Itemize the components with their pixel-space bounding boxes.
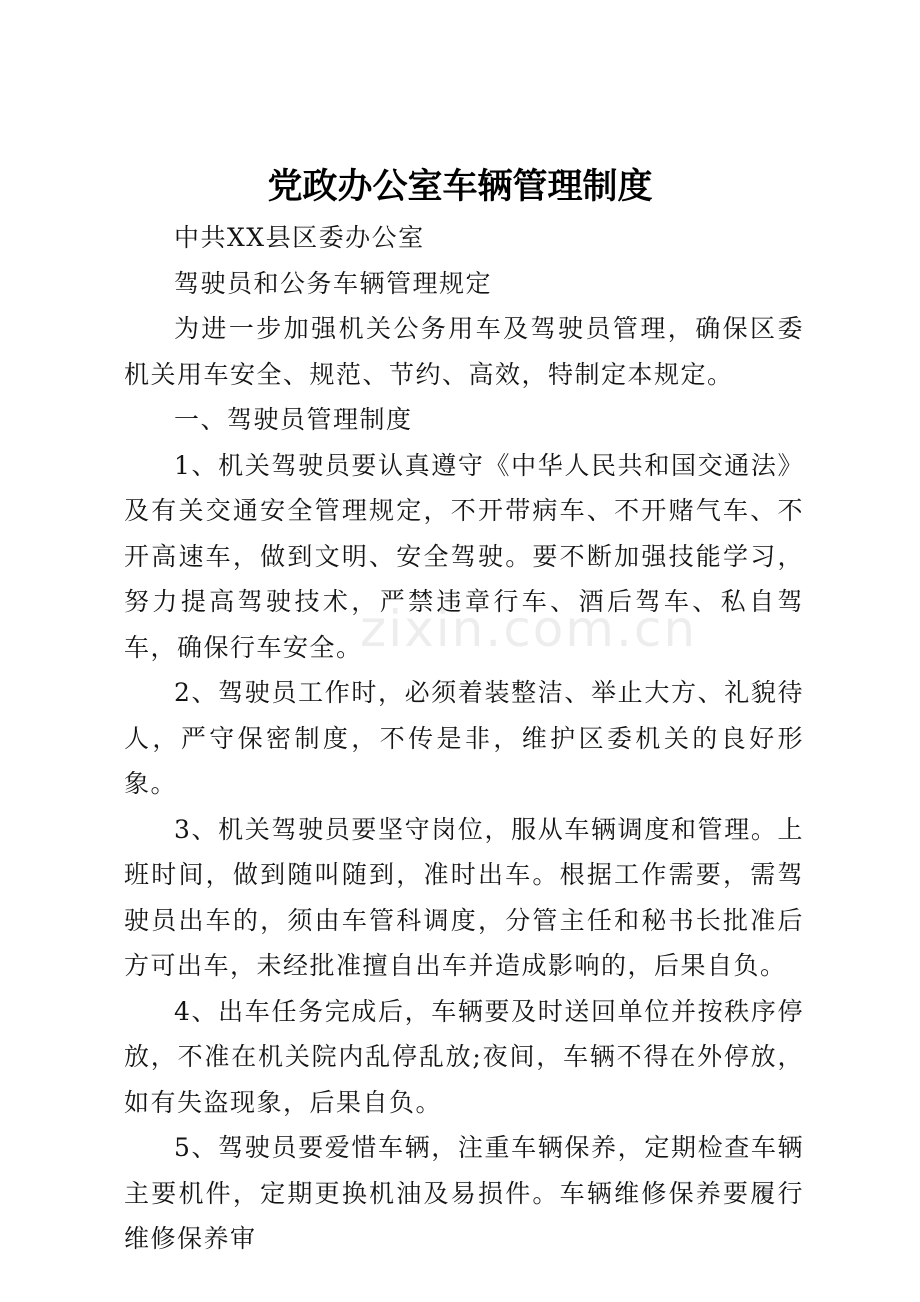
paragraph-item-3: 3、机关驾驶员要坚守岗位，服从车辆调度和管理。上班时间，做到随叫随到，准时出车。根据工作需要，需驾驶员出车的，须由车管科调度，分管主任和秘书长批准后方可出车，未经批准擅自出车并造成影响的，后果自负。 — [124, 814, 804, 980]
document-body — [124, 215, 804, 1262]
paragraph-intro: 为进一步加强机关公务用车及驾驶员管理，确保区委机关用车安全、规范、节约、高效，特制定本规定。 — [124, 314, 804, 389]
paragraph-item-4: 4、出车任务完成后，车辆要及时送回单位并按秩序停放，不准在机关院内乱停乱放;夜间，车辆不得在外停放，如有失盗现象，后果自负。 — [124, 996, 804, 1117]
watermark: zixin.com.cn — [360, 600, 698, 658]
paragraph-issuer: 中共XX县区委办公室 — [174, 223, 425, 252]
paragraph-item-5: 5、驾驶员要爱惜车辆，注重车辆保养，定期检查车辆主要机件，定期更换机油及易损件。车辆维修保养要履行维修保养审 — [124, 1133, 804, 1253]
section-heading: 一、驾驶员管理制度 — [174, 405, 413, 434]
paragraph-item-1: 1、机关驾驶员要认真遵守《中华人民共和国交通法》及有关交通安全管理规定，不开带病车、不开赌气车、不开高速车，做到文明、安全驾驶。要不断加强技能学习，努力提高驾驶技术，严禁违章行车、酒后驾车、私自驾车，确保行车安全。 — [124, 450, 804, 662]
paragraph-subtitle: 驾驶员和公务车辆管理规定 — [174, 268, 493, 298]
document-title: 党政办公室车辆管理制度 — [267, 166, 653, 207]
paragraph-item-2: 2、驾驶员工作时，必须着装整洁、举止大方、礼貌待人，严守保密制度，不传是非，维护区委机关的良好形象。 — [124, 678, 804, 798]
